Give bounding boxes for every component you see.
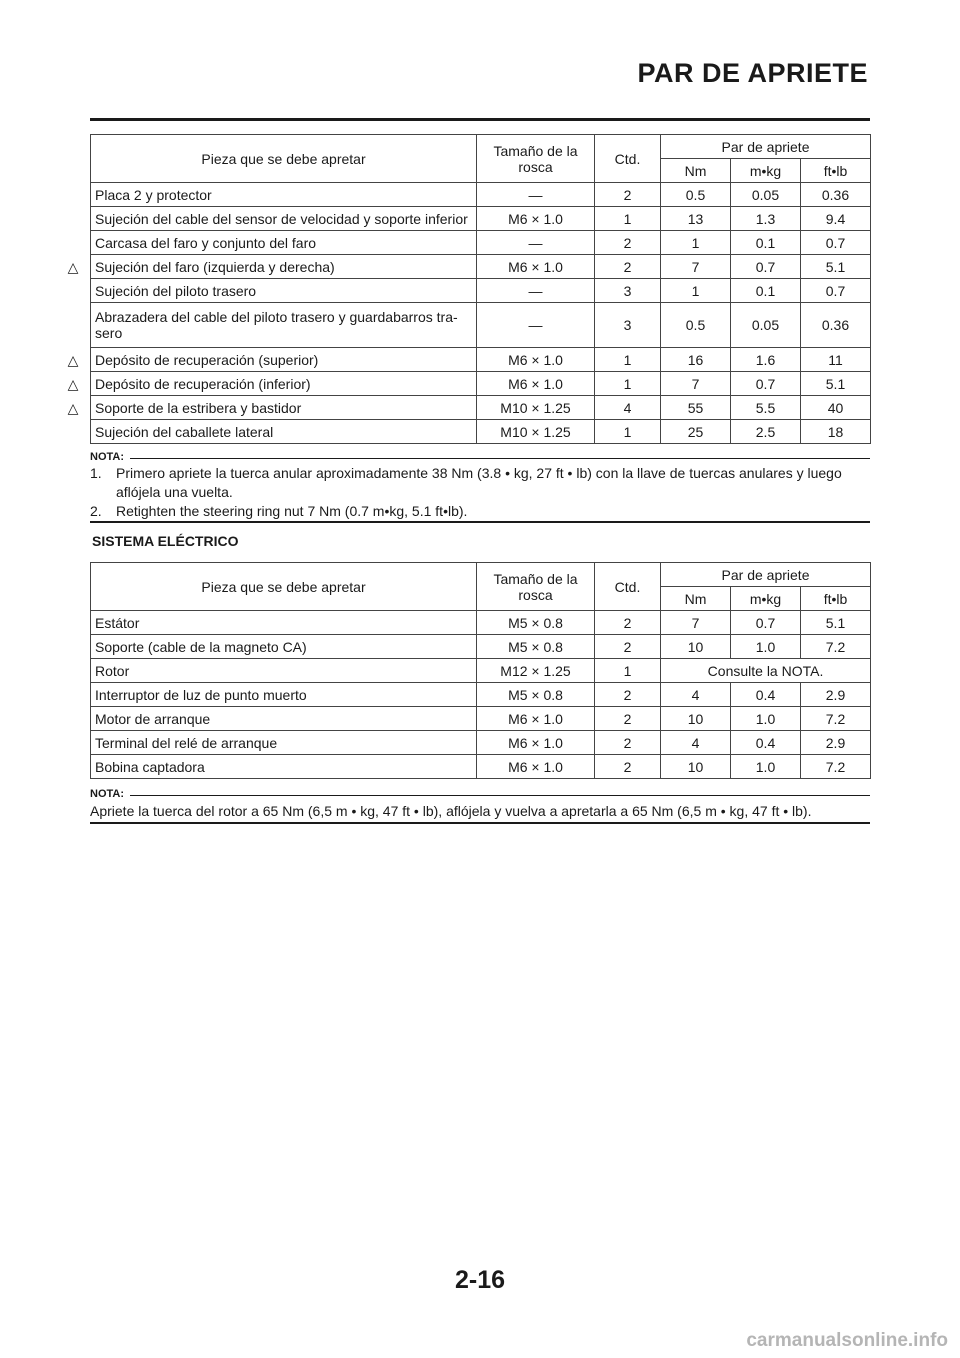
header-pieza: Pieza que se debe apretar xyxy=(91,563,477,611)
part-name: Placa 2 y protector xyxy=(91,183,477,207)
torque-nm: 10 xyxy=(661,707,731,731)
thread-size: M12 × 1.25 xyxy=(477,659,595,683)
torque-ftlb: 18 xyxy=(801,420,871,444)
thread-size: — xyxy=(477,231,595,255)
torque-nm: 10 xyxy=(661,755,731,779)
torque-table-electrical xyxy=(90,562,871,779)
quantity: 2 xyxy=(595,255,661,279)
nota-rule xyxy=(130,458,870,459)
nota-label: NOTA: xyxy=(90,451,125,463)
quantity: 1 xyxy=(595,372,661,396)
part-name: Sujeción del piloto trasero xyxy=(91,279,477,303)
torque-mkg: 0.1 xyxy=(731,231,801,255)
quantity: 2 xyxy=(595,707,661,731)
table-row xyxy=(91,303,871,348)
torque-nm: 13 xyxy=(661,207,731,231)
table-row xyxy=(91,231,871,255)
torque-mkg: 0.7 xyxy=(731,611,801,635)
title-rule xyxy=(90,118,870,121)
quantity: 3 xyxy=(595,279,661,303)
quantity: 4 xyxy=(595,396,661,420)
part-name: Interruptor de luz de punto muerto xyxy=(91,683,477,707)
torque-ftlb: 0.7 xyxy=(801,231,871,255)
torque-ftlb: 9.4 xyxy=(801,207,871,231)
torque-mkg: 1.0 xyxy=(731,635,801,659)
triangle-mark-icon: △ xyxy=(67,375,79,392)
torque-mkg: 0.4 xyxy=(731,731,801,755)
page-title: PAR DE APRIETE xyxy=(637,58,868,88)
thread-size: M6 × 1.0 xyxy=(477,372,595,396)
item-number: 1. xyxy=(90,465,102,481)
part-name: Sujeción del caballete lateral xyxy=(91,420,477,444)
torque-mkg: 0.05 xyxy=(731,183,801,207)
table-row xyxy=(91,255,871,279)
part-name: Sujeción del faro (izquierda y derecha) xyxy=(95,258,335,275)
torque-mkg: 1.3 xyxy=(731,207,801,231)
torque-mkg: 2.5 xyxy=(731,420,801,444)
thread-size: M6 × 1.0 xyxy=(477,207,595,231)
torque-table-chassis xyxy=(67,134,871,444)
torque-ftlb: 40 xyxy=(801,396,871,420)
quantity: 2 xyxy=(595,683,661,707)
nota-label: NOTA: xyxy=(90,788,125,800)
torque-ftlb: 7.2 xyxy=(801,755,871,779)
torque-mkg: 5.5 xyxy=(731,396,801,420)
torque-ftlb: 5.1 xyxy=(801,255,871,279)
nota-text: Apriete la tuerca del rotor a 65 Nm (6,5 m • kg, 47 ft • lb), aflójela y vuelva a apretarla a 65 Nm (6,5 m • kg, 47 ft • lb). xyxy=(90,803,812,819)
table-row xyxy=(91,611,871,635)
torque-nm: 16 xyxy=(661,348,731,372)
thread-size: — xyxy=(477,183,595,207)
torque-mkg: 1.0 xyxy=(731,755,801,779)
thread-size: M6 × 1.0 xyxy=(477,755,595,779)
list-item xyxy=(90,464,870,502)
torque-nm: 7 xyxy=(661,611,731,635)
quantity: 2 xyxy=(595,611,661,635)
header-ctd: Ctd. xyxy=(595,135,661,183)
item-number: 2. xyxy=(90,503,102,519)
part-name: Bobina captadora xyxy=(91,755,477,779)
header-pieza: Pieza que se debe apretar xyxy=(91,135,477,183)
part-name: Motor de arranque xyxy=(91,707,477,731)
torque-ftlb: 0.36 xyxy=(801,183,871,207)
nota-end-rule xyxy=(90,822,870,824)
part-name: Abrazadera del cable del piloto trasero y guardabarros tra- sero xyxy=(91,303,477,348)
part-name: Sujeción del cable del sensor de velocidad y soporte inferior xyxy=(91,207,477,231)
header-ctd: Ctd. xyxy=(595,563,661,611)
watermark: carmanualsonline.info xyxy=(746,1330,948,1351)
table-row xyxy=(91,731,871,755)
table-row xyxy=(91,183,871,207)
torque-mkg: 0.05 xyxy=(731,303,801,348)
thread-size: M10 × 1.25 xyxy=(477,396,595,420)
torque-nm: 4 xyxy=(661,731,731,755)
thread-size: M6 × 1.0 xyxy=(477,255,595,279)
table-row xyxy=(91,372,871,396)
table-row xyxy=(91,279,871,303)
header-mkg: m•kg xyxy=(731,159,801,183)
list-item xyxy=(90,502,870,521)
part-name: Depósito de recuperación (superior) xyxy=(95,351,319,368)
torque-nm: 25 xyxy=(661,420,731,444)
triangle-mark-icon: △ xyxy=(67,258,79,275)
torque-nm: 10 xyxy=(661,635,731,659)
torque-ftlb: 7.2 xyxy=(801,635,871,659)
part-name: Depósito de recuperación (inferior) xyxy=(95,375,311,392)
header-tamano: Tamaño de la rosca xyxy=(477,135,595,183)
item-text: Retighten the steering ring nut 7 Nm (0.7 m•kg, 5.1 ft•lb). xyxy=(116,503,468,519)
torque-nm: 55 xyxy=(661,396,731,420)
quantity: 3 xyxy=(595,303,661,348)
table-row xyxy=(91,420,871,444)
torque-ftlb: 5.1 xyxy=(801,611,871,635)
torque-nm: 4 xyxy=(661,683,731,707)
header-tamano: Tamaño de la rosca xyxy=(477,563,595,611)
thread-size: — xyxy=(477,303,595,348)
table-row xyxy=(91,755,871,779)
table-row xyxy=(91,635,871,659)
quantity: 2 xyxy=(595,183,661,207)
header-par: Par de apriete xyxy=(661,563,871,587)
triangle-mark-icon: △ xyxy=(67,399,79,416)
torque-nm: 0.5 xyxy=(661,183,731,207)
thread-size: — xyxy=(477,279,595,303)
torque-nm: 7 xyxy=(661,372,731,396)
quantity: 2 xyxy=(595,635,661,659)
torque-ftlb: 2.9 xyxy=(801,683,871,707)
header-nm: Nm xyxy=(661,159,731,183)
thread-size: M10 × 1.25 xyxy=(477,420,595,444)
torque-ftlb: 2.9 xyxy=(801,731,871,755)
quantity: 1 xyxy=(595,659,661,683)
part-name: Carcasa del faro y conjunto del faro xyxy=(91,231,477,255)
table-row xyxy=(91,683,871,707)
torque-mkg: 0.1 xyxy=(731,279,801,303)
part-name: Estátor xyxy=(91,611,477,635)
table-row xyxy=(91,396,871,420)
header-mkg: m•kg xyxy=(731,587,801,611)
quantity: 1 xyxy=(595,348,661,372)
nota-rule xyxy=(130,795,870,796)
thread-size: M6 × 1.0 xyxy=(477,731,595,755)
header-par: Par de apriete xyxy=(661,135,871,159)
header-ftlb: ft•lb xyxy=(801,159,871,183)
torque-mkg: 0.7 xyxy=(731,372,801,396)
thread-size: M5 × 0.8 xyxy=(477,683,595,707)
nota-end-rule xyxy=(90,521,870,523)
thread-size: M5 × 0.8 xyxy=(477,611,595,635)
quantity: 2 xyxy=(595,755,661,779)
torque-nm: 1 xyxy=(661,279,731,303)
torque-nm: 1 xyxy=(661,231,731,255)
torque-ftlb: 5.1 xyxy=(801,372,871,396)
torque-nm: 0.5 xyxy=(661,303,731,348)
item-text: Primero apriete la tuerca anular aproximadamente 38 Nm (3.8 • kg, 27 ft • lb) con la llave de tuercas anulares y luego aflójela una vuelta. xyxy=(116,465,842,500)
part-name: Terminal del relé de arranque xyxy=(91,731,477,755)
torque-ftlb: 7.2 xyxy=(801,707,871,731)
torque-mkg: 1.0 xyxy=(731,707,801,731)
thread-size: M5 × 0.8 xyxy=(477,635,595,659)
thread-size: M6 × 1.0 xyxy=(477,707,595,731)
triangle-mark-icon: △ xyxy=(67,351,79,368)
quantity: 2 xyxy=(595,731,661,755)
header-nm: Nm xyxy=(661,587,731,611)
nota-text xyxy=(90,464,870,521)
torque-ftlb: 0.7 xyxy=(801,279,871,303)
table-row xyxy=(91,659,871,683)
part-name: Rotor xyxy=(91,659,477,683)
torque-mkg: 0.7 xyxy=(731,255,801,279)
part-name: Soporte de la estribera y bastidor xyxy=(95,399,302,416)
torque-ftlb: 0.36 xyxy=(801,303,871,348)
quantity: 2 xyxy=(595,231,661,255)
thread-size: M6 × 1.0 xyxy=(477,348,595,372)
table-row xyxy=(91,707,871,731)
quantity: 1 xyxy=(595,420,661,444)
torque-ftlb: 11 xyxy=(801,348,871,372)
torque-mkg: 0.4 xyxy=(731,683,801,707)
table-row xyxy=(91,348,871,372)
header-ftlb: ft•lb xyxy=(801,587,871,611)
part-name: Soporte (cable de la magneto CA) xyxy=(91,635,477,659)
table-row xyxy=(91,207,871,231)
section-heading: SISTEMA ELÉCTRICO xyxy=(92,533,239,549)
torque-nm: 7 xyxy=(661,255,731,279)
torque-note: Consulte la NOTA. xyxy=(661,659,871,683)
torque-mkg: 1.6 xyxy=(731,348,801,372)
page-number: 2-16 xyxy=(454,1266,506,1294)
quantity: 1 xyxy=(595,207,661,231)
